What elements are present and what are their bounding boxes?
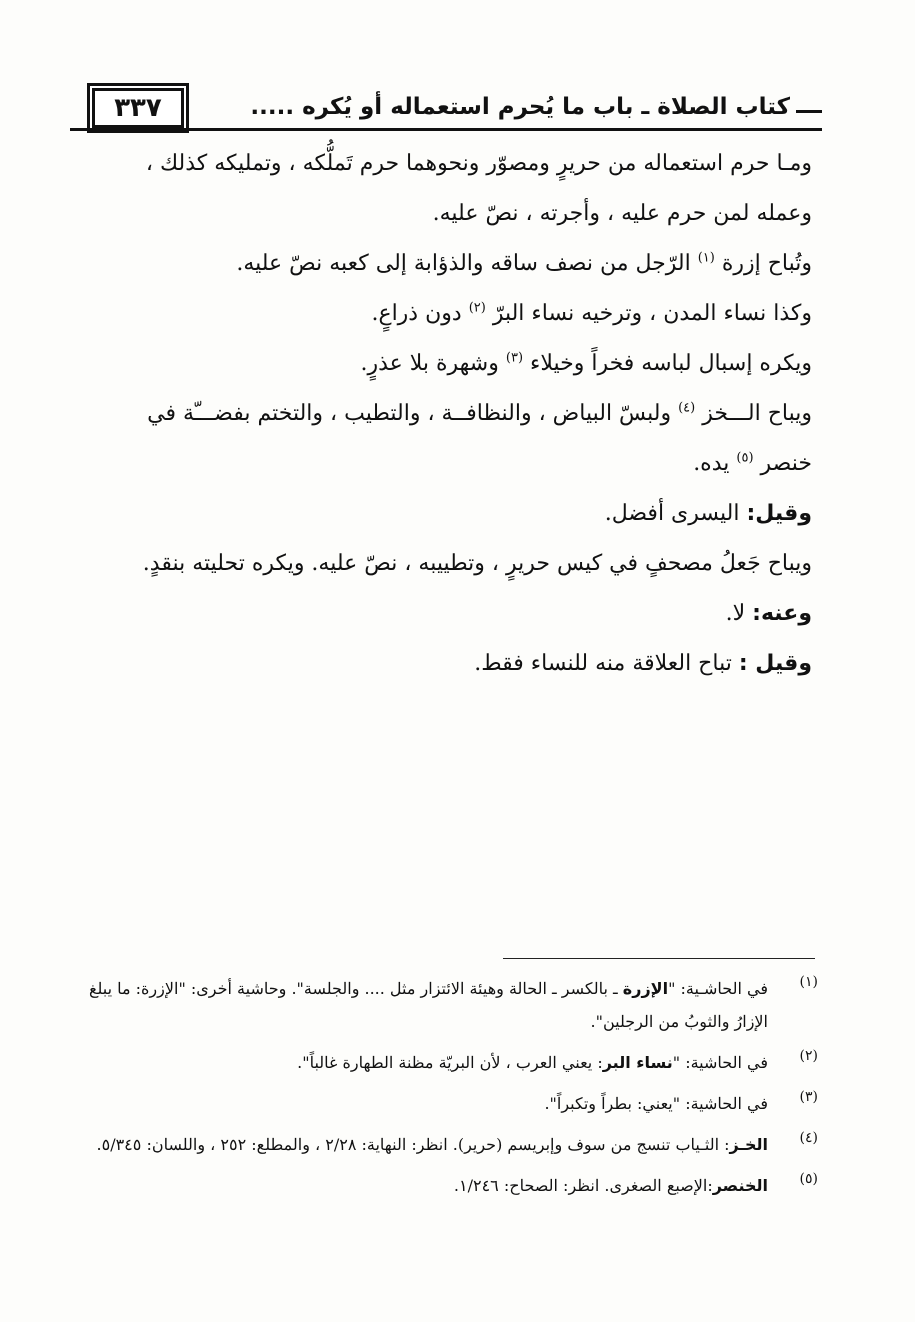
footnote-text: :الإصبع الصغرى. انظر: الصحاح: ١/٢٤٦.: [453, 1176, 713, 1195]
text-line: [78, 648, 812, 679]
text-line: [78, 298, 812, 329]
text-line: [78, 248, 812, 279]
text-line: [78, 398, 812, 429]
footnote-text: ـ بالكسر ـ الحالة وهيئة الائتزار مثل .... والجلسة". وحاشية أخرى: "الإزرة: ما يبلغ الإزارُ والثوبُ من الرجلين".: [88, 979, 768, 1031]
page-number: ٣٣٧: [92, 88, 184, 128]
text-span: دون ذراعٍ.: [371, 301, 462, 326]
main-text: [78, 148, 812, 698]
footnote-number: (٢): [799, 1048, 818, 1064]
footnote: [82, 1046, 818, 1079]
text-line: [78, 448, 812, 479]
text-span: لا.: [725, 601, 746, 626]
bold-lead: وقيل :: [738, 651, 812, 676]
footnote-ref: (٥): [736, 450, 754, 466]
header-rule: [70, 128, 822, 131]
text-line: [78, 548, 812, 579]
footnote-text: يعني: بطراً وتكبراً".: [544, 1094, 673, 1113]
text-span: ويباح الـــخز: [702, 401, 812, 426]
footnote-term: نساء البر: [602, 1053, 673, 1072]
bold-lead: وقيل:: [746, 501, 812, 526]
footnote-term: الخنصر: [712, 1176, 768, 1195]
text-span: ويكره إسبال لباسه فخراً وخيلاء: [530, 351, 812, 376]
text-span: اليسرى أفضل.: [604, 501, 740, 526]
footnote-ref: (١): [697, 250, 715, 266]
footnote: [82, 972, 818, 1038]
running-header: [70, 84, 822, 132]
footnote-text: : يعني العرب ، لأن البريّة مظنة الطهارة غالباً".: [297, 1053, 603, 1072]
text-span: ولبسّ البياض ، والنظافــة ، والتطيب ، والتختم بفضـــّة في: [147, 401, 672, 426]
footnote-ref: (٢): [468, 300, 486, 316]
footnote-text: في الحاشـية: ": [668, 979, 768, 998]
footnote: [82, 1169, 818, 1202]
text-span: يده.: [693, 451, 730, 476]
text-line: [78, 498, 812, 529]
text-span: تباح العلاقة منه للنساء فقط.: [474, 651, 732, 676]
text-line: [78, 348, 812, 379]
footnotes: [82, 972, 818, 1210]
footnote-separator: [503, 958, 815, 959]
footnote-number: (٣): [799, 1089, 818, 1105]
footnote-number: (١): [799, 974, 818, 990]
footnote-text: : الثـياب تنسج من سوف وإبريسم (حرير). انظر: النهاية: ٢/٢٨ ، والمطلع: ٢٥٢ ، واللسان: ٥/٣٤٥.: [96, 1135, 730, 1154]
bold-lead: وعنه:: [752, 601, 812, 626]
footnote-term: الخـز: [729, 1135, 768, 1154]
footnote-ref: (٤): [678, 400, 696, 416]
text-span: ويباح جَعلُ مصحفٍ في كيس حريرٍ ، وتطييبه ، نصّ عليه. ويكره تحليته بنقدٍ.: [142, 551, 812, 576]
header-title: كتاب الصلاة ـ باب ما يُحرم استعماله أو يُكره .....: [250, 94, 790, 120]
footnote-ref: (٣): [505, 350, 524, 366]
footnote-number: (٥): [799, 1171, 818, 1187]
text-span: ومـا حرم استعماله من حريرٍ ومصوّر ونحوهما حرم تَملُّكه ، وتمليكه كذلك ،: [145, 151, 812, 176]
text-span: وكذا نساء المدن ، وترخيه نساء البرّ: [492, 301, 812, 326]
text-span: وتُباح إزرة: [721, 251, 812, 276]
text-span: خنصر: [760, 451, 812, 476]
footnote-term: الإزرة: [622, 979, 669, 998]
text-span: وعمله لمن حرم عليه ، وأجرته ، نصّ عليه.: [432, 201, 812, 226]
footnote-number: (٤): [799, 1130, 818, 1146]
text-span: وشهرة بلا عذرٍ.: [360, 351, 499, 376]
footnote-text: في الحاشية: ": [672, 1053, 768, 1072]
footnote: [82, 1128, 818, 1161]
text-line: [78, 598, 812, 629]
text-line: [78, 198, 812, 229]
header-dash: [796, 110, 822, 113]
text-span: الرّجل من نصف ساقه والذؤابة إلى كعبه نصّ عليه.: [236, 251, 691, 276]
text-line: [78, 148, 812, 179]
footnote-text: في الحاشية: ": [672, 1094, 768, 1113]
footnote: [82, 1087, 818, 1120]
